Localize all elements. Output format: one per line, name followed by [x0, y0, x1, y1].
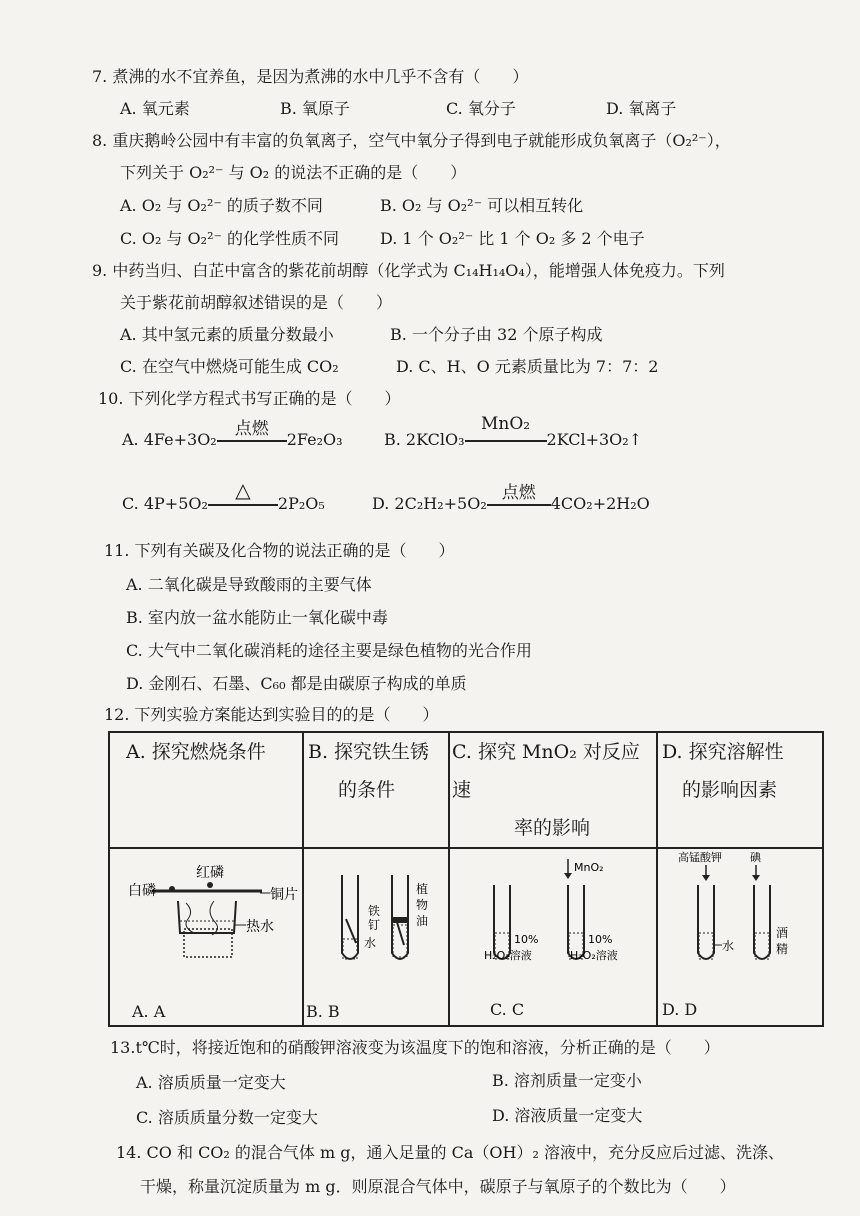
- q13-option-d[interactable]: D. 溶液质量一定变大: [492, 1106, 643, 1125]
- figure-b-cell: [303, 848, 449, 1026]
- q10-c-reactants: C. 4P+5O₂: [122, 494, 208, 513]
- svg-text:物: 物: [416, 898, 429, 912]
- q9-option-b[interactable]: B. 一个分子由 32 个原子构成: [390, 325, 603, 344]
- q12-stem: 12. 下列实验方案能达到实验目的的是（ ）: [104, 705, 439, 724]
- q9-option-d[interactable]: D. C、H、O 元素质量比为 7：7：2: [396, 357, 659, 376]
- catalyst-apparatus: [450, 849, 654, 1021]
- q11-option-c[interactable]: C. 大气中二氧化碳消耗的途径主要是绿色植物的光合作用: [126, 641, 532, 660]
- q7-option-b[interactable]: B. 氧原子: [280, 99, 350, 118]
- h2o2-label-2: H₂O₂溶液: [570, 949, 618, 962]
- q14-stem-line2: 干燥，称量沉淀质量为 m g．则原混合气体中，碳原子与氧原子的个数比为（ ）: [140, 1177, 736, 1196]
- rusting-apparatus: [304, 849, 446, 1021]
- q8-option-b[interactable]: B. O₂ 与 O₂²⁻ 可以相互转化: [380, 196, 584, 215]
- iodine-label: 碘: [750, 851, 761, 864]
- q13-option-b[interactable]: B. 溶剂质量一定变小: [492, 1071, 642, 1090]
- figure-a-cell: [109, 848, 303, 1026]
- experiment-table: [108, 731, 824, 1027]
- q10-b-condition: MnO₂: [480, 413, 531, 434]
- q11-option-d[interactable]: D. 金刚石、石墨、C₆₀ 都是由碳原子构成的单质: [126, 674, 467, 693]
- q10-option-a[interactable]: [122, 418, 343, 449]
- iron-nail-label-1: 铁: [368, 904, 381, 918]
- q10-option-c[interactable]: [122, 477, 325, 513]
- header-c: C. 探究 MnO₂ 对反应速 率的影响: [449, 732, 657, 848]
- svg-text:植: 植: [416, 882, 429, 896]
- q8-stem-line1: 8. 重庆鹅岭公园中有丰富的负氧离子，空气中氧分子得到电子就能形成负氧离子（O₂²⁻），: [92, 131, 731, 150]
- q9-option-c[interactable]: C. 在空气中燃烧可能生成 CO₂: [120, 357, 339, 376]
- q12-option-c[interactable]: C. C: [490, 1000, 525, 1019]
- q8-option-c[interactable]: C. O₂ 与 O₂²⁻ 的化学性质不同: [120, 229, 340, 248]
- iron-nail-label-2: 钉: [368, 918, 381, 932]
- kmno4-label: 高锰酸钾: [678, 851, 722, 864]
- header-d: D. 探究溶解性 的影响因素: [657, 732, 823, 848]
- combustion-apparatus: [110, 849, 300, 1021]
- water-label: 水: [364, 936, 377, 950]
- q10-c-arrow: [208, 477, 278, 512]
- q9-stem-line2: 关于紫花前胡醇叙述错误的是（ ）: [120, 293, 393, 312]
- figure-c-cell: [449, 848, 657, 1026]
- q10-d-condition: 点燃: [501, 482, 536, 503]
- q10-option-b[interactable]: [384, 413, 643, 449]
- svg-text:油: 油: [416, 914, 429, 928]
- q11-option-b[interactable]: B. 室内放一盆水能防止一氧化碳中毒: [126, 608, 388, 627]
- conc-label-1: 10%: [514, 933, 539, 946]
- q12-option-d[interactable]: D. D: [662, 1000, 698, 1019]
- copper-sheet-label: 铜片: [270, 887, 298, 903]
- q13-option-a[interactable]: A. 溶质质量一定变大: [136, 1073, 286, 1092]
- header-a: A. 探究燃烧条件: [109, 732, 303, 848]
- q10-option-d[interactable]: [372, 482, 650, 513]
- q10-d-reactants: D. 2C₂H₂+5O₂: [372, 494, 487, 513]
- h2o2-label-1: H₂O₂溶液: [484, 949, 532, 962]
- q10-a-condition: 点燃: [234, 418, 269, 439]
- q12-option-b[interactable]: B. B: [306, 1002, 340, 1021]
- q14-stem-line1: 14. CO 和 CO₂ 的混合气体 m g，通入足量的 Ca（OH）₂ 溶液中，充分反应后过滤、洗涤、: [116, 1143, 784, 1162]
- svg-text:酒: 酒: [776, 926, 789, 940]
- q7-stem: 7. 煮沸的水不宜养鱼，是因为煮沸的水中几乎不含有（ ）: [92, 67, 529, 86]
- q10-c-products: 2P₂O₅: [277, 494, 325, 513]
- q10-a-products: 2Fe₂O₃: [286, 430, 343, 449]
- q7-option-a[interactable]: A. 氧元素: [120, 99, 190, 118]
- q11-option-a[interactable]: A. 二氧化碳是导致酸雨的主要气体: [126, 575, 372, 594]
- q8-option-d[interactable]: D. 1 个 O₂²⁻ 比 1 个 O₂ 多 2 个电子: [380, 229, 645, 248]
- conc-label-2: 10%: [588, 933, 613, 946]
- q7-option-c[interactable]: C. 氧分子: [446, 99, 516, 118]
- q9-stem-line1: 9. 中药当归、白芷中富含的紫花前胡醇（化学式为 C₁₄H₁₄O₄），能增强人体免疫力。下列: [92, 261, 725, 280]
- q10-b-products: 2KCl+3O₂↑: [546, 430, 643, 449]
- q10-d-arrow: [487, 482, 551, 512]
- q13-option-c[interactable]: C. 溶质质量分数一定变大: [136, 1108, 318, 1127]
- q7-option-d[interactable]: D. 氧离子: [606, 99, 677, 118]
- q11-stem: 11. 下列有关碳及化合物的说法正确的是（ ）: [104, 541, 455, 560]
- hot-water-label: 热水: [246, 919, 274, 935]
- q13-stem: 13.t℃时，将接近饱和的硝酸钾溶液变为该温度下的饱和溶液，分析正确的是（ ）: [110, 1038, 720, 1057]
- svg-text:精: 精: [776, 942, 789, 956]
- q10-c-condition: △: [235, 477, 251, 502]
- q8-option-a[interactable]: A. O₂ 与 O₂²⁻ 的质子数不同: [120, 196, 323, 215]
- q8-stem-line2: 下列关于 O₂²⁻ 与 O₂ 的说法不正确的是（ ）: [120, 163, 467, 182]
- q10-d-products: 4CO₂+2H₂O: [550, 494, 650, 513]
- q10-a-arrow: [217, 418, 287, 448]
- q10-b-arrow: [465, 413, 547, 448]
- red-phosphorus-label: 红磷: [196, 865, 224, 881]
- q10-stem: 10. 下列化学方程式书写正确的是（ ）: [98, 389, 401, 408]
- q12-option-a[interactable]: A. A: [132, 1002, 166, 1021]
- solubility-apparatus: [658, 849, 816, 1021]
- header-b: B. 探究铁生锈 的条件: [303, 732, 449, 848]
- mno2-label: MnO₂: [574, 861, 604, 874]
- q10-b-reactants: B. 2KClO₃: [384, 430, 465, 449]
- water-label-d: 水: [722, 939, 735, 953]
- q10-a-reactants: A. 4Fe+3O₂: [122, 430, 217, 449]
- q9-option-a[interactable]: A. 其中氢元素的质量分数最小: [120, 325, 334, 344]
- white-phosphorus-label: 白磷: [128, 883, 156, 899]
